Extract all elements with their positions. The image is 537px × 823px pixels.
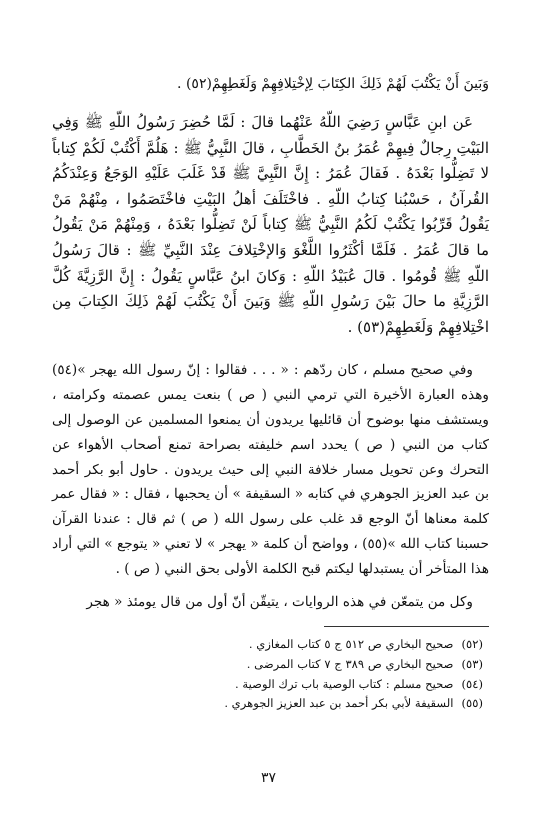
- footnote-number: (٥٥): [461, 696, 483, 711]
- footnote: [52, 694, 483, 714]
- footnote-text: صحيح مسلم : كتاب الوصية باب ترك الوصية .: [235, 676, 454, 691]
- footnote-text: صحيح البخاري ص ٣٨٩ ج ٧ كتاب المرضى .: [246, 656, 454, 671]
- footnote-number: (٥٣): [461, 656, 483, 671]
- footnote: [52, 675, 483, 695]
- footnote: [52, 655, 483, 675]
- page-number: ٣٧: [260, 770, 277, 786]
- footnote: [52, 635, 483, 655]
- body-paragraph-continued: وكل من يتمعّن في هذه الروايات ، يتيقّن أنّ أول من قال يومئذ « هجر: [86, 593, 473, 610]
- body-paragraph: وفي صحيح مسلم ، كان ردّهم : « . . . فقالوا : إنّ رسول الله يهجر »(٥٤) وهذه العبارة الأخيرة التي ترمي النبي ( ص ) بنعت يمس عصمته وكرامته ، ويستشف منها بوضوح أن قائليها يريدون أن يمنعوا المسلمين عن الوصول إلى كتاب من النبي ( ص ) يحدد اسم خليفته بصراحة تمنع أصحاب الأهواء عن التحرك وعن تحويل مسار خلافة النبي إلى حيث يريدون . حاول أبو بكر أحمد بن عبد العزيز الجوهري في كتابه « السقيفة » أن يحجبها ، فقال : « فقال عمر كلمة معناها أنّ الوجع قد غلب على رسول الله ( ص ) ثم قال : عندنا القرآن حسبنا كتاب الله »(٥٥) ، وواضح أن كلمة « يهجر » لا تعني « يتوجع » التي أراد هذا المتأخر أن يستبدلها ليكتم قبح الكلمة الأولى بحق النبي ( ص ) .: [52, 362, 489, 577]
- footnote-number: (٥٢): [461, 637, 483, 652]
- footnote-number: (٥٤): [461, 676, 483, 691]
- footnote-text: صحيح البخاري ص ٥١٢ ج ٥ كتاب المغازي .: [248, 637, 454, 652]
- hadith-paragraph: عَن ابنِ عَبَّاسٍ رَضِيَ اللّهُ عَنْهُما قالَ : لَمَّا حُضِرَ رَسُولُ اللّهِ ﷺ وَفِي البَيْتِ رِجالٌ فِيهِمْ عُمَرُ بنُ الخَطَّابِ ، قالَ النَّبِيُّ ﷺ : هَلُمَّ أَكْتُبْ لَكُمْ كِتاباً لا تَضِلُّوا بَعْدَهُ . فَقالَ عُمَرُ : إِنَّ النَّبِيَّ ﷺ قَدْ غَلَبَ عَلَيْهِ الوَجَعُ وَعِنْدَكُمُ القُرآنُ ، حَسْبُنا كِتابُ اللّهِ . فاخْتَلَفَ أهلُ البَيْتِ فاخْتَصَمُوا ، مِنْهُمْ مَنْ يَقُولُ قَرِّبُوا يَكْتُبْ لَكُمُ النَّبِيُّ ﷺ كِتاباً لَنْ تَضِلُّوا بَعْدَهُ ، وَمِنْهُمْ مَنْ يَقُولُ ما قالَ عُمَرُ . فَلَمَّا أكْثَرُوا اللَّغْوَ وَالإخْتِلافَ عِنْدَ النَّبِيِّ ﷺ : قالَ رَسُولُ اللّهِ ﷺ قُومُوا . قالَ عُبَيْدُ اللّهِ : وَكانَ ابنُ عَبَّاسٍ يَقُولُ : إِنَّ الرَّزِيَّةَ كُلَّ الرَّزِيَّةِ ما حالَ بَيْنَ رَسُولِ اللّهِ ﷺ وَبَينَ أَنْ يَكْتُبَ لَهُمْ ذَلِكَ الكِتابَ مِن اخْتِلافِهِمْ وَلَغَطِهِمْ(٥٣) .: [52, 113, 489, 336]
- footnote-divider: [324, 626, 489, 627]
- footnotes: [52, 635, 489, 713]
- opening-line: وَبَينَ أَنْ يَكْتُبَ لَهُمْ ذَلِكَ الكِتَابَ لِإخْتِلافِهِمْ وَلَغَطِهِمْ(٥٢) .: [177, 76, 489, 92]
- footnote-text: السقيفة لأبي بكر أحمد بن عبد العزيز الجوهري .: [224, 696, 454, 711]
